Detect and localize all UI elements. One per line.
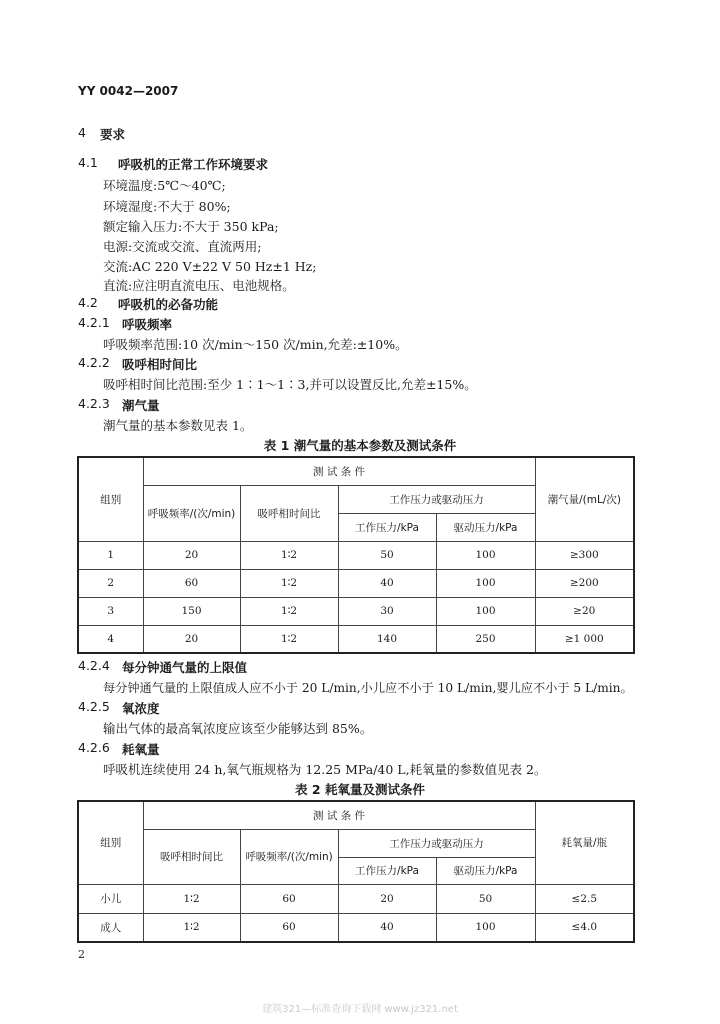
section-4-2-number: 4.2 [78, 295, 98, 310]
t1-header-working-pressure: 工作压力/kPa [338, 513, 436, 541]
t1-freq: 150 [143, 597, 240, 625]
table-1 [77, 456, 635, 654]
t1-freq: 60 [143, 569, 240, 597]
t1-ratio: 1∶2 [240, 541, 338, 569]
t2-result: ≤2.5 [535, 884, 634, 913]
t1-group: 2 [78, 569, 143, 597]
t1-work: 40 [338, 569, 436, 597]
t1-result: ≥200 [535, 569, 634, 597]
t2-result: ≤4.0 [535, 913, 634, 942]
t1-header-group: 组别 [78, 457, 143, 541]
t1-drive: 100 [436, 541, 535, 569]
section-4-2-2-title: 吸呼相时间比 [122, 357, 198, 372]
table-row [78, 913, 634, 942]
power-supply: 电源:交流或交流、直流两用; [103, 239, 262, 254]
section-4-2-4-number: 4.2.4 [78, 658, 110, 673]
t2-freq: 60 [240, 913, 338, 942]
dc-supply: 直流:应注明直流电压、电池规格。 [103, 278, 295, 293]
section-4-2-title: 呼吸机的必备功能 [118, 297, 219, 312]
t1-header-driving-pressure: 驱动压力/kPa [436, 513, 535, 541]
section-4-2-5-number: 4.2.5 [78, 699, 110, 714]
section-4-2-2-number: 4.2.2 [78, 355, 110, 370]
t2-drive: 100 [436, 913, 535, 942]
minute-ventilation-text: 每分钟通气量的上限值成人应不小于 20 L/min,小儿应不小于 10 L/min,婴儿应不小于 5 L/min。 [103, 681, 633, 695]
t2-header-driving-pressure: 驱动压力/kPa [436, 857, 535, 884]
t2-header-pressure: 工作压力或驱动压力 [338, 829, 535, 857]
t2-work: 20 [338, 884, 436, 913]
t1-header-test-conditions: 测 试 条 件 [143, 457, 535, 485]
t1-result: ≥300 [535, 541, 634, 569]
breathing-rate-text: 呼吸频率范围:10 次/min～150 次/min,允差:±10%。 [103, 337, 408, 352]
table-row [78, 541, 634, 569]
table-1-caption: 表 1 潮气量的基本参数及测试条件 [263, 438, 457, 453]
section-4-2-1-title: 呼吸频率 [122, 317, 173, 332]
section-4-number: 4 [78, 125, 86, 140]
t2-ratio: 1∶2 [143, 913, 240, 942]
t1-result: ≥1 000 [535, 625, 634, 653]
document-code: YY 0042—2007 [78, 84, 179, 98]
t1-ratio: 1∶2 [240, 597, 338, 625]
t1-work: 50 [338, 541, 436, 569]
t1-ratio: 1∶2 [240, 625, 338, 653]
t2-work: 40 [338, 913, 436, 942]
t2-header-working-pressure: 工作压力/kPa [338, 857, 436, 884]
env-temperature: 环境温度:5℃～40℃; [103, 178, 226, 193]
section-4-2-3-number: 4.2.3 [78, 396, 110, 411]
t2-header-group: 组别 [78, 801, 143, 884]
section-4-title: 要求 [100, 127, 126, 142]
t1-drive: 100 [436, 569, 535, 597]
t2-header-breathing-rate: 呼吸频率/(次/min) [240, 829, 338, 884]
t1-freq: 20 [143, 625, 240, 653]
t1-work: 140 [338, 625, 436, 653]
ie-ratio-text: 吸呼相时间比范围:至少 1∶1～1∶3,并可以设置反比,允差±15%。 [103, 377, 477, 392]
t1-group: 3 [78, 597, 143, 625]
watermark: 建筑321—标准查询下载网 www.jz321.net [262, 1004, 458, 1015]
page-number: 2 [78, 948, 85, 961]
t1-drive: 100 [436, 597, 535, 625]
section-4-2-1-number: 4.2.1 [78, 315, 110, 330]
section-4-2-6-title: 耗氧量 [122, 742, 160, 757]
t1-header-tidal-volume: 潮气量/(mL/次) [535, 457, 634, 541]
ac-supply: 交流:AC 220 V±22 V 50 Hz±1 Hz; [103, 259, 317, 274]
table-2-caption: 表 2 耗氧量及测试条件 [295, 782, 425, 797]
rated-input-pressure: 额定输入压力:不大于 350 kPa; [103, 219, 279, 234]
t1-ratio: 1∶2 [240, 569, 338, 597]
section-4-2-6-number: 4.2.6 [78, 740, 110, 755]
section-4-1-title: 呼吸机的正常工作环境要求 [118, 157, 269, 172]
table-row [78, 884, 634, 913]
t1-header-pressure: 工作压力或驱动压力 [338, 485, 535, 513]
t1-header-ie-ratio: 吸呼相时间比 [240, 485, 338, 541]
t1-result: ≥20 [535, 597, 634, 625]
section-4-2-5-title: 氧浓度 [122, 701, 160, 716]
table-row [78, 597, 634, 625]
t2-drive: 50 [436, 884, 535, 913]
t1-work: 30 [338, 597, 436, 625]
section-4-2-3-title: 潮气量 [122, 398, 160, 413]
oxygen-concentration-text: 输出气体的最高氧浓度应该至少能够达到 85%。 [103, 721, 373, 736]
t2-group: 小儿 [78, 884, 143, 913]
t1-freq: 20 [143, 541, 240, 569]
t1-header-breathing-rate: 呼吸频率/(次/min) [143, 485, 240, 541]
t1-group: 1 [78, 541, 143, 569]
t2-header-test-conditions: 测 试 条 件 [143, 801, 535, 829]
t2-ratio: 1∶2 [143, 884, 240, 913]
oxygen-consumption-text: 呼吸机连续使用 24 h,氧气瓶规格为 12.25 MPa/40 L,耗氧量的参数值见表 2。 [103, 762, 547, 777]
table-2 [77, 800, 635, 943]
section-4-2-4-title: 每分钟通气量的上限值 [122, 660, 248, 675]
tidal-volume-text: 潮气量的基本参数见表 1。 [103, 418, 253, 433]
t1-group: 4 [78, 625, 143, 653]
t2-group: 成人 [78, 913, 143, 942]
t2-header-oxygen-consumption: 耗氧量/瓶 [535, 801, 634, 884]
t2-freq: 60 [240, 884, 338, 913]
t2-header-ie-ratio: 吸呼相时间比 [143, 829, 240, 884]
t1-drive: 250 [436, 625, 535, 653]
env-humidity: 环境湿度:不大于 80%; [103, 199, 231, 214]
table-row [78, 625, 634, 653]
table-row [78, 569, 634, 597]
section-4-1-number: 4.1 [78, 155, 98, 170]
